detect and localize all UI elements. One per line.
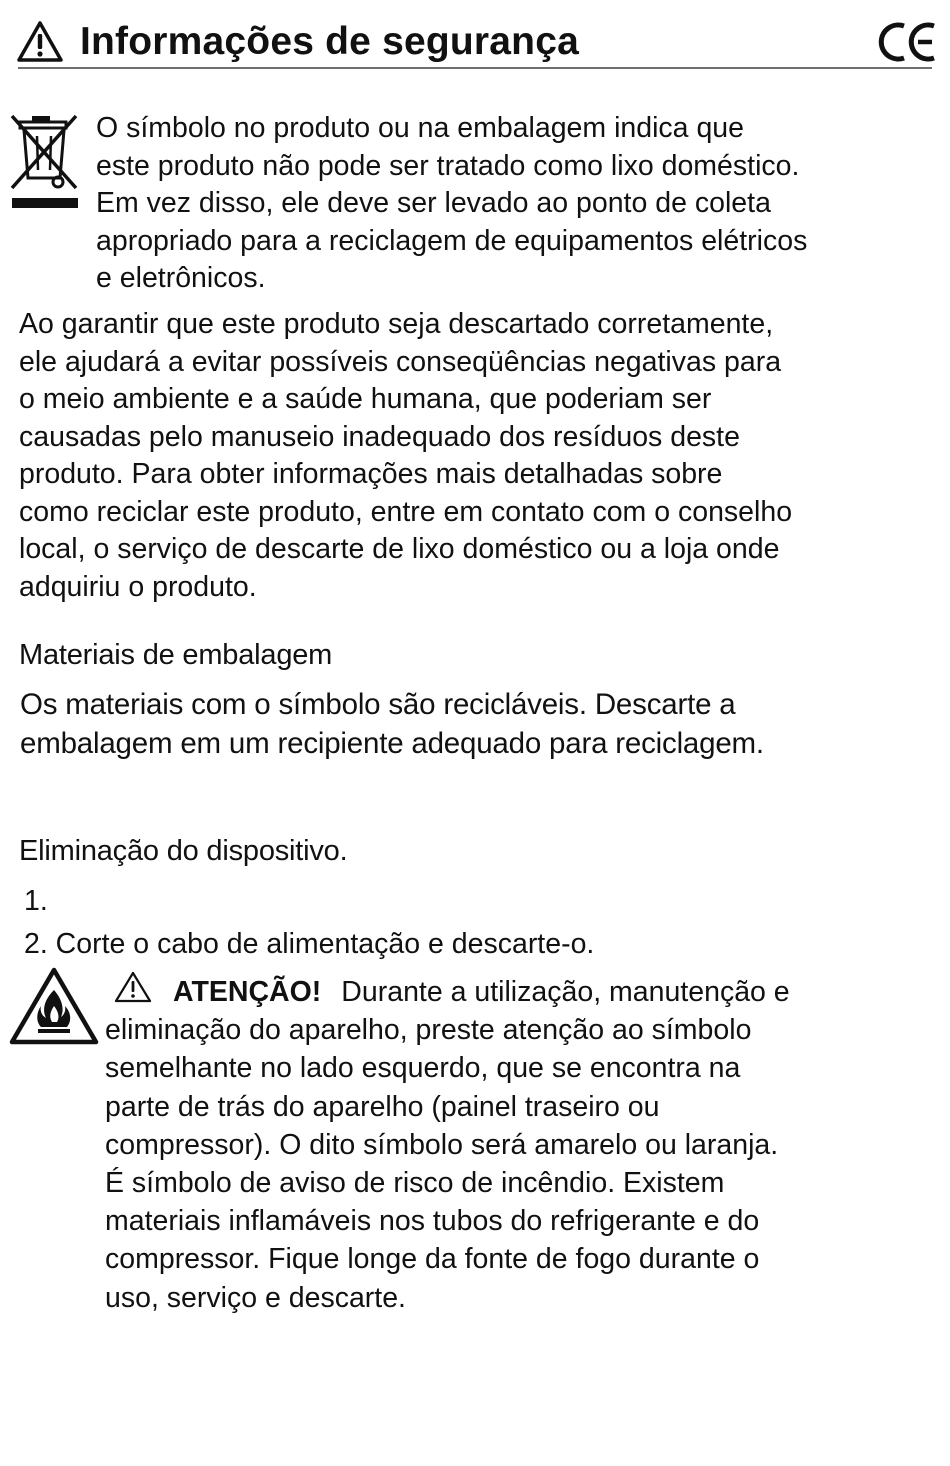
text-line: compressor. Fique longe da fonte de fogo durante o (105, 1243, 760, 1276)
warning-first-line (105, 974, 790, 1012)
text-line: produto. Para obter informações mais detalhadas sobre (19, 458, 723, 490)
text-line: compressor). O dito símbolo será amarelo ou laranja. (105, 1128, 779, 1161)
text-line: Ao garantir que este produto seja descartado corretamente, (19, 308, 774, 340)
text-line: como reciclar este produto, entre em contato com o conselho (19, 495, 793, 528)
device-disposal-heading: Eliminação do dispositivo. (19, 835, 348, 867)
ce-mark-icon (878, 20, 938, 64)
step-item: 2. Corte o cabo de alimentação e descarte-o. (24, 928, 595, 960)
warning-triangle-icon (16, 20, 64, 64)
warning-text: Durante a utilização, manutenção e (341, 976, 790, 1008)
text-line: ele ajudará a evitar possíveis conseqüências negativas para (19, 345, 782, 378)
text-line: e eletrônicos. (96, 262, 266, 294)
text-line: local, o serviço de descarte de lixo doméstico ou a loja onde (19, 533, 780, 565)
step-item: 1. (24, 885, 48, 917)
text-line: parte de trás do aparelho (painel traseiro ou (105, 1090, 660, 1123)
text-line: O símbolo no produto ou na embalagem indica que (96, 112, 744, 144)
text-line: o meio ambiente e a saúde humana, que poderiam ser (19, 383, 712, 415)
fire-risk-warning (105, 974, 790, 1318)
crossed-out-wheelie-bin-icon (8, 110, 80, 214)
text-line: causadas pelo manuseio inadequado dos resíduos deste (19, 420, 740, 453)
packaging-text (20, 685, 764, 763)
packaging-heading: Materiais de embalagem (19, 639, 333, 671)
weee-notice (96, 110, 807, 298)
text-line: Em vez disso, ele deve ser levado ao ponto de coleta (96, 187, 771, 219)
text-line: É símbolo de aviso de risco de incêndio. Existem (105, 1166, 725, 1199)
page-title: Informações de segurança (80, 20, 579, 63)
text-line: semelhante no lado esquerdo, que se encontra na (105, 1052, 741, 1085)
text-line: adquiriu o produto. (19, 570, 257, 603)
text-line: uso, serviço e descarte. (105, 1281, 406, 1314)
disposal-paragraph (19, 306, 792, 606)
text-line: apropriado para a reciclagem de equipamentos elétricos (96, 224, 808, 257)
text-line: embalagem em um recipiente adequado para reciclagem. (20, 727, 764, 760)
flammable-material-warning-icon (8, 966, 100, 1046)
text-line: eliminação do aparelho, preste atenção ao símbolo (105, 1014, 752, 1047)
warning-title: ATENÇÃO! (173, 976, 322, 1008)
text-line: Os materiais com o símbolo são recicláveis. Descarte a (20, 688, 736, 721)
text-line: este produto não pode ser tratado como lixo doméstico. (96, 149, 800, 182)
text-line: materiais inflamáveis nos tubos do refrigerante e do (105, 1205, 760, 1238)
header-divider (18, 67, 932, 69)
